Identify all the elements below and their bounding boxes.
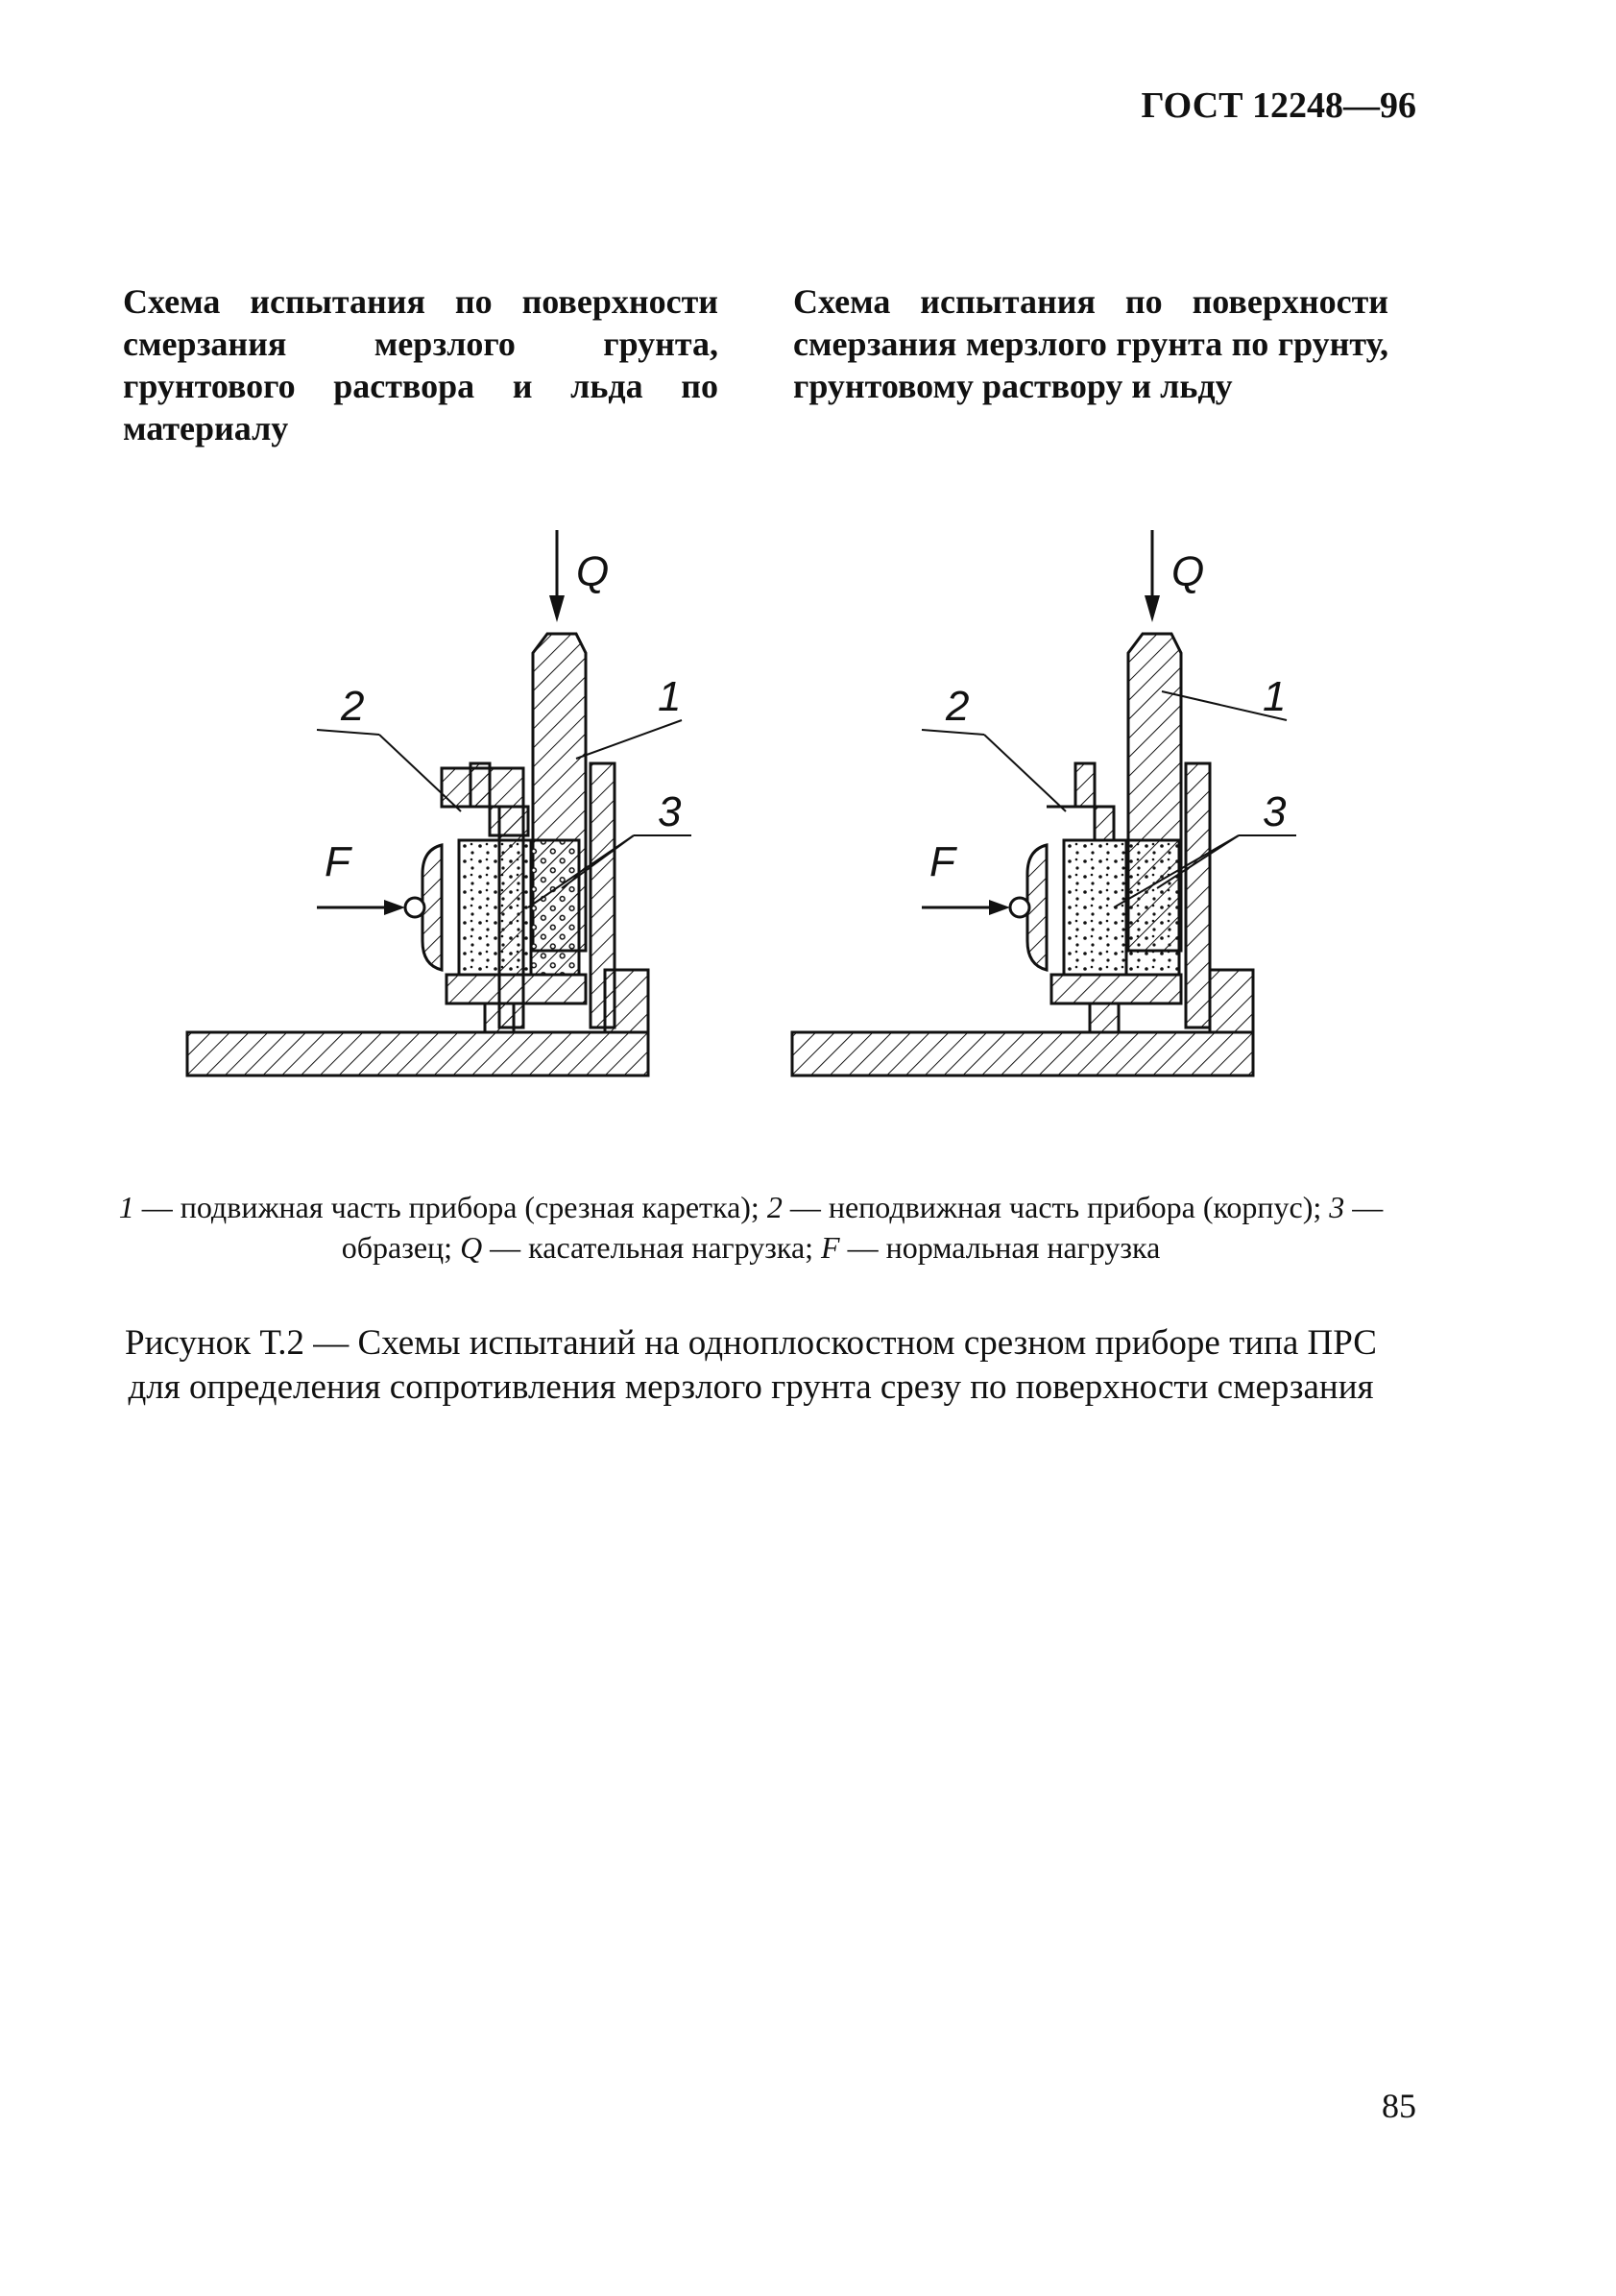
right-scheme-svg [759,519,1296,1095]
page-number: 85 [1382,2087,1416,2125]
legend-text-2: — неподвижная часть прибора (корпус); [782,1190,1330,1224]
sample-soil-left [1064,840,1126,975]
sample-soil [459,840,531,975]
base-stand [1210,970,1253,1032]
bottom-support [446,975,586,1003]
legend-num-1: 1 [118,1190,134,1224]
bottom-support [1051,975,1181,1003]
label-q: Q [576,548,610,595]
arrow-q [549,595,565,622]
legend-text-f: — нормальная нагрузка [839,1230,1161,1265]
legend-num-q: Q [460,1230,483,1265]
label-q: Q [1171,548,1205,595]
base-plate [792,1032,1253,1075]
legend-num-f: F [821,1230,840,1265]
right-scheme-drawing [759,519,1296,1095]
label-3: 3 [658,788,682,835]
sample-soil-right [1126,840,1179,975]
piston-ball [1010,898,1029,917]
label-f: F [325,838,350,885]
label-1: 1 [1263,673,1287,720]
left-scheme-drawing [154,519,691,1095]
arrow-f [384,900,405,915]
label-3: 3 [1263,788,1287,835]
sample-ice [531,840,579,975]
legend-num-3: 3 [1329,1190,1345,1224]
label-1: 1 [658,673,682,720]
label-2: 2 [946,683,970,730]
arrow-f [989,900,1010,915]
legend-text-q: — касательная нагрузка; [482,1230,822,1265]
right-wall [1186,763,1210,1027]
right-scheme-title: Схема испытания по поверхности смерзания мерзлого грунта по грунту, грунтовому раствору и льду [793,282,1388,405]
figure-caption: Рисунок Т.2 — Схемы испытаний на одноплоскостном срезном приборе типа ПРС для определения сопротивления мерзлого грунта срезу по поверхности смерзания [125,1323,1377,1407]
legend-num-2: 2 [766,1190,783,1224]
figure-legend [115,1187,1387,1268]
legend-text-3: — образец; [341,1190,1384,1265]
document-id: ГОСТ 12248—96 [1141,85,1416,126]
legend-text-1: — подвижная часть прибора (срезная каретка); [133,1190,767,1224]
bottom-stem [1090,1003,1119,1032]
bottom-stem [485,1003,514,1032]
piston-ball [405,898,424,917]
right-wall [591,763,615,1027]
left-scheme-svg [154,519,691,1095]
left-scheme-title: Схема испытания по поверхности смерзания мерзлого грунта, грунтового раствора и льда по материалу [123,282,718,447]
base-plate [187,1032,648,1075]
label-f: F [929,838,955,885]
arrow-q [1145,595,1160,622]
label-2: 2 [341,683,365,730]
